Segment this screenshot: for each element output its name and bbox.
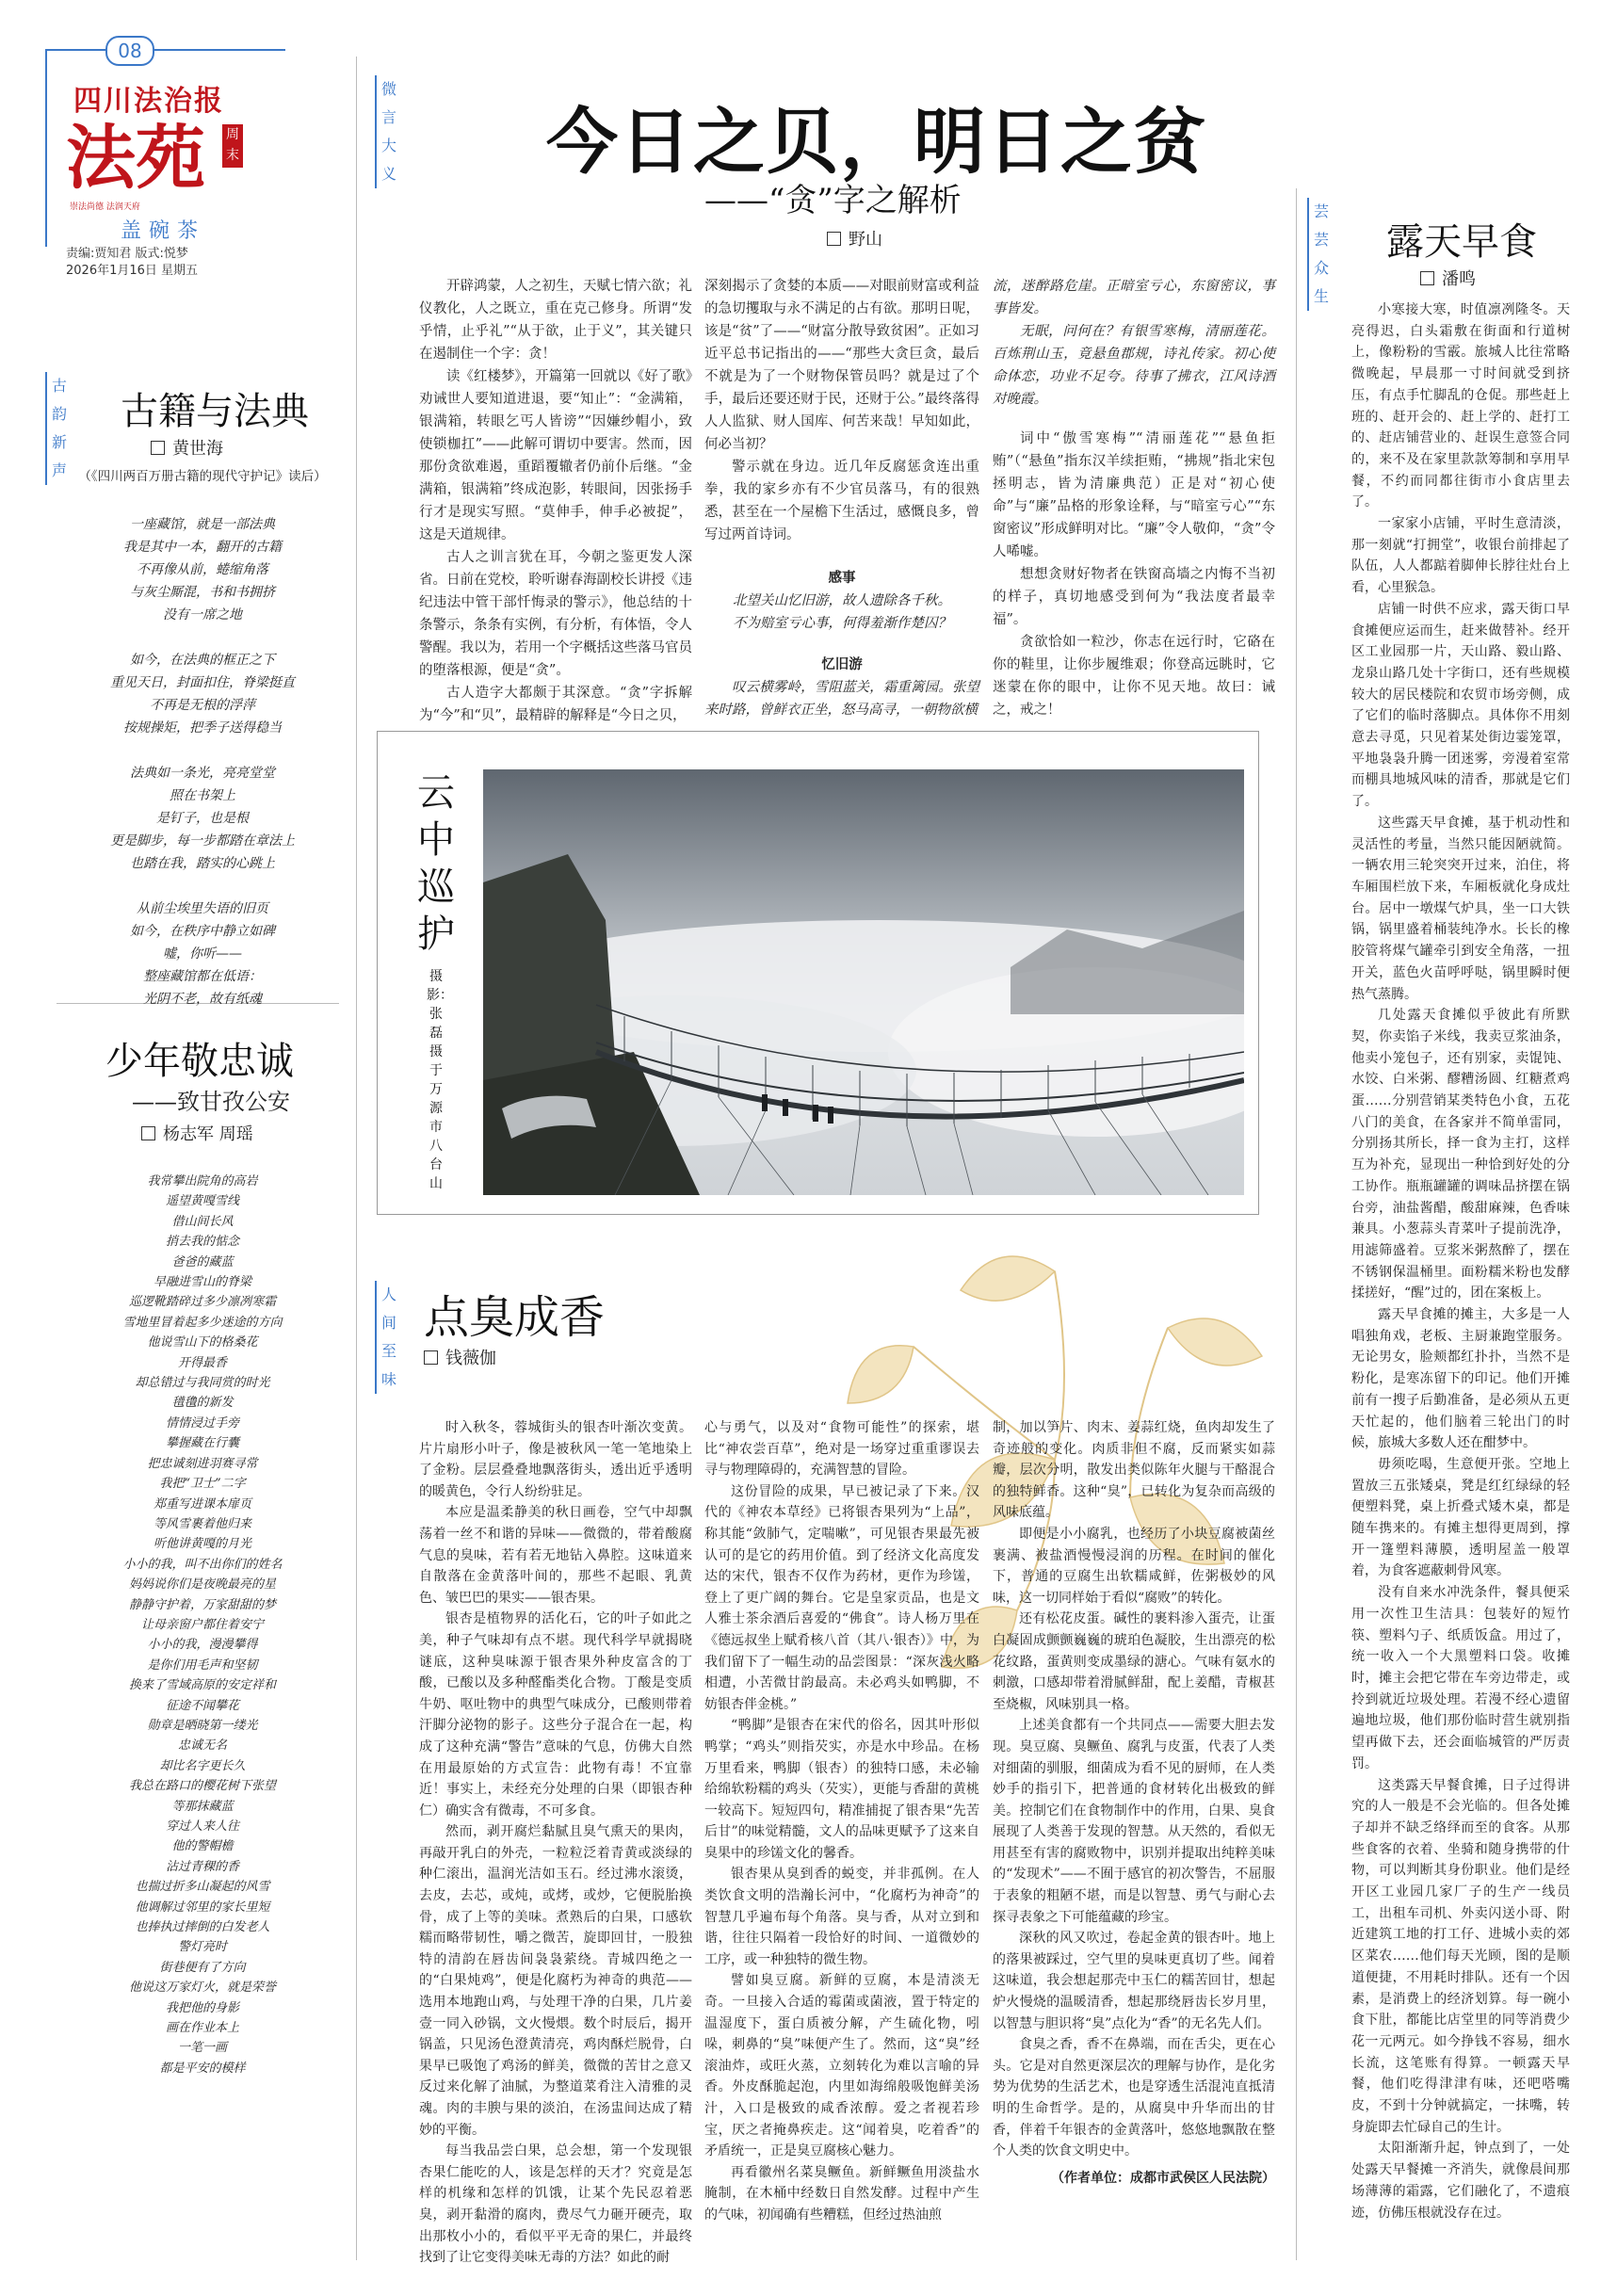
poem-line: 警灯亮时 xyxy=(177,1940,227,1955)
chouxiang-col-1 xyxy=(419,1417,692,2269)
chouxiang-col-3 xyxy=(993,1417,1275,2189)
poem-line: 我是其中一本，翻开的古籍 xyxy=(123,540,282,555)
poem-line xyxy=(66,626,339,649)
masthead-rule xyxy=(45,49,285,51)
shaonian-subtitle: ——致甘孜公安 xyxy=(132,1089,290,1115)
author-unit: （作者单位：成都市武侯区人民法院） xyxy=(1051,2170,1275,2186)
poem-line: 小小的我，叫不出你们的姓名 xyxy=(122,1557,283,1572)
page-number: 08 xyxy=(105,36,154,66)
poem-line: 一座藏馆，就是一部法典 xyxy=(130,517,275,532)
poem1-title: 感事 xyxy=(828,570,856,586)
poem-line xyxy=(66,875,339,897)
chouxiang-col-2 xyxy=(704,1417,979,2226)
poem-line: 沾过青稞的香 xyxy=(165,1859,239,1874)
paragraph: “鸭脚”是银杏在宋代的俗名，因其叶形似鸭掌；“鸡头”则指芡实，亦是水中珍品。在杨万里看来，鸭脚（银杏）的独特口感，未必输给绵软粉糯的鸡头（芡实），更能与香甜的黄桃一较高下。短短四句，精准捕捉了银杏果“先苦后甘”的味觉精髓，文人的品味更赋予了这来自臭果中的珍馐文化的馨香。 xyxy=(704,1718,979,1861)
poem-line: 却比名字更长久 xyxy=(159,1758,246,1773)
poem-line: 街巷便有了方向 xyxy=(159,1960,246,1975)
poem-line: 如今，在秩序中静立如碑 xyxy=(130,924,275,939)
paragraph: 这份冒险的成果，早已被记录了下来。汉代的《神农本草经》已将银杏果列为“上品”，称其能“敛肺气，定喘嗽”，可见银杏果最先被认可的是它的药用价值。到了经济文化高度发达的宋代，银杏不仅作为药材，更作为珍馐，登上了更广阔的舞台。它是皇家贡品，也是文人雅士茶余酒后喜爱的“佛食”。诗人杨万里在《德远叔坐上赋肴核八首（其八·银杏）》中，为我们留下了一幅生动的品尝图景：“深灰浅火略相遭，小苦微甘韵最高。未必鸡头如鸭脚，不妨银杏伴金桃。” xyxy=(704,1483,979,1712)
poem-line: 等那抹藏蓝 xyxy=(171,1799,234,1814)
lutian-author: 潘鸣 xyxy=(1420,266,1476,290)
poem-line: 我把“卫士”二字 xyxy=(159,1477,246,1492)
main-col-3 xyxy=(993,275,1275,721)
paragraph: 这些露天早食摊，基于机动性和灵活性的考量，当然只能因陋就简。一辆农用三轮突突开过来，泊住，将车厢围栏放下来，车厢板就化身成灶台。居中一墩煤气炉具，坐一口大铁锅，锅里盛着桶装纯净水。长长的橡胶管将煤气罐牵引到安全角落，一扭开关，蓝色火苗呼呼哒，锅里瞬时便热气蒸腾。 xyxy=(1351,815,1570,1002)
column-name: 盖碗茶 xyxy=(121,219,206,243)
label-text: 微言大义 xyxy=(380,80,396,183)
label-text: 古韵新声 xyxy=(51,377,67,479)
main-title: 今日之贝，明日之贫 xyxy=(546,100,1207,184)
poem-line: 开得最香 xyxy=(177,1355,227,1370)
paragraph: 这类露天早餐食摊，日子过得讲究的人一般是不会光临的。但各处摊子却并不缺乏络绎而至的食客。从那些食客的衣着、坐骑和随身携带的什物，可以判断其身份职业。他们是经开区工业园几家厂子的生产一线员工，出租车司机、外卖闪送小哥、附近建筑工地的打工仔、进城小卖的郊区菜农……他们每天光顾，图的是顺道便捷，不用耗时排队。还有一个因素，是消费上的经济划算。每一碗小食下肚，都能比店堂里的同等消费少花一元两元。如今挣钱不容易，细水长流，这笔账有得算。一顿露天早餐，他们吃得津津有味，还吧嗒嘴皮，不到十分钟就搞定，一抹嘴，转身旋即去忙碌自己的生计。 xyxy=(1351,1777,1570,2135)
paragraph: 制，加以笋片、肉末、姜蒜红烧，鱼肉却发生了奇迹般的变化。肉质非但不腐，反而紧实如蒜瓣，层次分明，散发出类似陈年火腿与干酪混合的独特鲜香。这种“臭”，已转化为复杂而高级的风味底蕴。 xyxy=(993,1420,1275,1521)
guji-poem xyxy=(66,513,339,1011)
poem-line: 遥望黄嘎雪线 xyxy=(165,1194,239,1209)
paragraph: 银杏果从臭到香的蜕变，并非孤例。在人类饮食文明的浩瀚长河中，“化腐朽为神奇”的智慧几乎遍布每个角落。臭与香，从对立到和谐，往往只隔着一段恰好的时间、一道微妙的工序，或一种独特的微生物。 xyxy=(704,1867,979,1967)
paragraph: 古人造字大都颇于其深意。“贪”字拆解为“今”和“贝”，最精辟的解释是“今日之贝， xyxy=(419,686,692,723)
poem-line: 法典如一条光，亮亮堂堂 xyxy=(130,766,275,781)
poem-line: 与灰尘厮混，书和书拥挤 xyxy=(130,585,275,600)
poem-line: 他的警帽檐 xyxy=(171,1839,234,1854)
poem-line: 郑重写进课本扉页 xyxy=(153,1496,251,1512)
poem-line: 重见天日，封面扣住，脊梁挺直 xyxy=(110,675,295,690)
poem-line: 他调解过邻里的家长里短 xyxy=(135,1900,270,1915)
paragraph: 本应是温柔静美的秋日画卷，空气中却飘荡着一丝不和谐的异味——微微的，带着酸腐气息的臭味，若有若无地钻入鼻腔。这味道来自散落在金黄落叶间的，那些不起眼、乳黄色、皱巴巴的果实——银杏果。 xyxy=(419,1505,692,1606)
brand-name: 四川法治报 xyxy=(73,85,224,118)
shaonian-title: 少年敬忠诚 xyxy=(105,1040,294,1083)
poem-line: 是你们用毛声和坚韧 xyxy=(147,1657,258,1673)
poem-line: 却总错过与我同赏的时光 xyxy=(135,1376,270,1391)
editor-credit: 责编:贾知君 版式:悦梦 xyxy=(66,247,188,261)
poem2-continued: 无眠，问何在？有银雪寒梅，清丽莲花。百炼荆山玉，竟悬鱼郡规，诗礼传家。初心使命体恋，功业不足夸。待事了拂衣，江风诗酒对晚霞。 xyxy=(993,324,1275,407)
main-col-1 xyxy=(419,275,692,727)
paragraph: 想想贪财好物者在铁窗高墙之内悔不当初的样子，真切地感受到何为“我法度者最幸福”。 xyxy=(993,567,1275,627)
poem-line: 我把他的身影 xyxy=(165,2000,239,2015)
shaonian-poem xyxy=(66,1172,339,2078)
poem-line: 征途不闻攀花 xyxy=(165,1698,239,1713)
poem-line: 静静守护着，万家甜甜的梦 xyxy=(128,1597,276,1612)
photo-caption: 摄影：张磊 摄于万源市八台山 xyxy=(427,969,453,1191)
main-author: 野山 xyxy=(827,226,882,251)
paragraph: 读《红楼梦》，开篇第一回就以《好了歌》劝诫世人要知道进退，要“知止”：“金满箱，银满箱，转眼乞丐人皆谤”“因嫌纱帽小，致使锁枷扛”——此解可谓切中要害。然而，因那份贪欲难遏，重蹈覆辙者仍前仆后继。“金满箱，银满箱”终成泡影，转眼间，因张扬手行才是现实写照。“莫伸手，伸手必被捉”，这是天道规律。 xyxy=(419,369,692,542)
paragraph: 时入秋冬，蓉城街头的银杏叶渐次变黄。片片扇形小叶子，像是被秋风一笔一笔地染上了金粉。层层叠叠地飘落街头，透出近乎透明的暖黄色，令行人纷纷驻足。 xyxy=(419,1420,692,1499)
photo-frame xyxy=(377,731,1259,1215)
paragraph: 店铺一时供不应求，露天街口早食摊便应运而生，赶来做替补。经开区工业园那一片，天山路、毅山路、龙泉山路几处十字街口，还有些规模较大的居民楼院和农贸市场旁侧，成了它们的临时落脚点。具体你不用刻意去寻觅，只见着某处街边霎笼罩，平地袅袅升腾一团迷雾，旁漫着室常而棚具地城风味的清香，那就是它们了。 xyxy=(1351,601,1570,810)
poem-line: 都是平安的模样 xyxy=(159,2061,246,2076)
poem-line: 照在书架上 xyxy=(170,788,235,803)
poem-line: 按规操矩，把季子送得稳当 xyxy=(123,720,282,736)
paragraph: 警示就在身边。近几年反腐惩贪连出重拳，我的家乡亦有不少官员落马，有的很熟悉，甚至在一个屋檐下生活过，感慨良多，曾写过两首诗词。 xyxy=(704,460,979,542)
label-weiyan xyxy=(375,75,401,188)
poem-line xyxy=(66,739,339,762)
poem1-line: 北望关山忆旧游，故人遗除各千秋。 xyxy=(733,593,951,608)
poem-line: 他说雪山下的格桑花 xyxy=(147,1335,258,1350)
label-renjian xyxy=(375,1281,401,1394)
poem-line: 他说这万家灯火，就是荣誉 xyxy=(128,1981,276,1996)
poem-line: 是钉子，也是根 xyxy=(156,811,249,826)
paragraph: 然而，剥开腐烂黏腻且臭气熏天的果肉，再敲开乳白的外壳，一粒粒泛着青黄或淡绿的种仁滚出，温润光洁如玉石。经过沸水滚烫，去皮，去芯，或炖，或烤，或炒，它便脱胎换骨，成了上等的美味。煮熟后的白果，口感软糯而略带韧性，嚼之微苦，旋即回甘，一股独特的清韵在唇齿间袅袅萦绕。青城四绝之一的“白果炖鸡”，便是化腐朽为神奇的典范——选用本地跑山鸡，与处理干净的白果，几片姜壹一同入砂锅，文火慢煨。数个时辰后，揭开锅盖，只见汤色澄黄清亮，鸡肉酥烂脱骨，白果早已吸饱了鸡汤的鲜美，微微的苦甘之意又反过来化解了油腻，为整道菜肴注入清雅的灵魂。肉的丰腴与果的淡泊，在汤盅间达成了精妙的平衡。 xyxy=(419,1824,692,2138)
poem-line: 情情浸过手旁 xyxy=(165,1415,239,1431)
paragraph: 露天早食摊的摊主，大多是一人唱独角戏，老板、主厨兼跑堂服务。无论男女，脸颊都红扑扑，当然不是粉化，是寒冻留下的印记。他们开摊前有一搜子后勤准备，是必须从五更天忙起的，他们脑着三轮出门的时候，旅城大多数人还在酣梦中。 xyxy=(1351,1307,1570,1451)
label-text: 芸芸众生 xyxy=(1313,202,1329,305)
label-text: 人间至味 xyxy=(380,1285,396,1388)
poem-line: 从前尘埃里失语的旧页 xyxy=(137,901,268,916)
poem-line: 整座藏馆都在低语： xyxy=(143,969,262,984)
photo-title: 云中巡护 xyxy=(417,771,455,956)
paragraph: 毋须吃喝，生意便开张。空地上置放三五张矮桌，凳是红红绿绿的轻便塑料凳，桌上折叠式矮木桌，都是随车携来的。有摊主想得更周到，撑开一篷塑料薄膜，透明屋盖一般罩着，为食客遮蔽刺骨风寒。 xyxy=(1351,1456,1570,1579)
poem-line: 嘘，你听—— xyxy=(163,946,242,962)
paragraph: 一家家小店铺，平时生意清淡，那一刻就“打拥堂”，收银台前排起了队伍，人人都踮着脚伸长脖往灶台上看，心里猴急。 xyxy=(1351,516,1570,596)
paragraph: 词中“傲雪寒梅”“清丽莲花”“悬鱼拒贿”（“悬鱼”指东汉羊续拒贿，“拂规”指北宋包拯明志，皆为清廉典范）正是对“初心使命”与“廉”品格的形象诠释，与“暗室亏心”“东窗密议”形成鲜明对比。“廉”令人敬仰，“贪”令人唏嘘。 xyxy=(993,431,1275,559)
poem-line: 也捧执过摔倒的白发老人 xyxy=(135,1920,270,1935)
masthead-tagline: 崇法尚德 法润天府 xyxy=(70,202,140,212)
paragraph: 开辟鸿蒙，人之初生，天赋七情六欲；礼仪教化，人之既立，重在克己修身。所谓“发乎情，止乎礼”“从于欲，止于义”，其关键只在遏制住一个字：贪！ xyxy=(419,279,692,362)
poem-line: 攀握藏在行囊 xyxy=(165,1436,239,1451)
poem1-line: 不为赔室亏心事，何得羞渐作楚囚？ xyxy=(733,616,951,631)
chouxiang-author: 钱薇伽 xyxy=(424,1345,496,1369)
chouxiang-title: 点臭成香 xyxy=(424,1291,606,1344)
poem2-line: 叹云横雾岭，雪阻蓝关，霜重篱园。张望来时路，曾鲜衣正坐，怒马高寻，一朝物欲横 xyxy=(704,680,979,718)
poem-line: 画在作业本上 xyxy=(165,2021,239,2036)
masthead-rule-vertical xyxy=(45,49,47,247)
poem-line: 等风雪裹着他归来 xyxy=(153,1516,251,1531)
section-logo: 法苑 xyxy=(66,118,205,199)
weekend-badge: 周末 xyxy=(222,124,243,168)
poem-line: 没有一席之地 xyxy=(163,607,242,623)
poem-line: 如今，在法典的框正之下 xyxy=(130,653,275,668)
paragraph: 银杏是植物界的活化石，它的叶子如此之美，种子气味却有点不堪。现代科学早就揭晓谜底，这种臭味源于银杏果外种皮富含的丁酸，已酸以及多种醛酯类化合物。丁酸是变质牛奶、呕吐物中的典型气味成分，已酸则带着汗脚分泌物的影子。这些分子混合在一起，构成了这种充满“警告”意味的气息，仿佛大自然在用最原始的方式宣告：此物有毒！不宜靠近！事实上，未经充分处理的白果（即银杏种仁）确实含有微毒，不可多食。 xyxy=(419,1611,692,1819)
poem-line: 氆氇的新发 xyxy=(171,1396,234,1411)
poem-line: 爸爸的藏蓝 xyxy=(171,1254,234,1269)
paragraph: 几处露天食摊似乎彼此有所默契，你卖馅子米线，我卖豆浆油条，他卖小笼包子，还有别家，卖馄饨、水饺、白米粥、醪糟汤圆、红糖煮鸡蛋……分别营销某类特色小食，五花八门的美食，在各家并不简单雷同，分别扬其所长，择一食为主打，这样互为补充，显现出一种恰到好处的分工协作。瓶瓶罐罐的调味品挤摆在锅台旁，油盐酱醋，酸甜麻辣，色香味兼具。小葱蒜头青菜叶子提前洗净，用滤筛盛着。豆浆米粥熬醉了，摆在不锈钢保温桶里。面粉糯米粉也发酵揉搓好，“醒”过的，团在案板上。 xyxy=(1351,1008,1570,1302)
paragraph: 深刻揭示了贪婪的本质——对眼前财富或利益的急切攫取与永不满足的占有欲。那明日呢，该是“贫”了——“财富分散导致贫困”。正如习近平总书记指出的——“那些大贪巨贪，最后不就是为了一个财物保管员吗？就是过了个手，最后还要还财于民，还财于公。”最终落得人人监狱、财人国库、何苦来哉！早知如此，何必当初？ xyxy=(704,279,979,452)
column-divider-left xyxy=(356,57,357,2260)
poem-line: 光阴不老，故有纸魂 xyxy=(143,992,262,1007)
lutian-body xyxy=(1351,299,1570,2223)
paragraph: 贪欲恰如一粒沙，你志在远行时，它硌在你的鞋里，让你步履维艰；你登高远眺时，它迷蒙在你的眼中，让你不见天地。故曰：诫之，戒之！ xyxy=(993,635,1275,718)
paragraph: 还有松花皮蛋。碱性的裹料渗入蛋壳，让蛋白凝固成颤颤巍巍的琥珀色凝胶，生出漂亮的松花纹路，蛋黄则变成墨绿的溏心。气味有氨水的刺激，口感却带着滑腻鲜甜，配上姜醋，青椒甚至烧椒，风味别具一格。 xyxy=(993,1611,1275,1712)
poem-line: 雪地里冒着起多少迷途的方向 xyxy=(122,1315,283,1330)
poem-line: 借山间长风 xyxy=(171,1214,234,1229)
lutian-title: 露天早食 xyxy=(1386,220,1537,264)
poem-line: 也揣过折多山凝起的风雪 xyxy=(135,1880,270,1895)
poem-line: 小小的我，漫漫攀得 xyxy=(147,1638,258,1653)
poem-line: 巡逻靴踏碎过多少凛冽寒霜 xyxy=(128,1295,276,1310)
poem-line: 我常攀出院角的高岩 xyxy=(147,1174,258,1188)
poem-line: 更是脚步，每一步都踏在章法上 xyxy=(110,833,295,849)
paragraph: 心与勇气，以及对“食物可能性”的探索，堪比“神农尝百草”，绝对是一场穿过重重谬误去寻与物理障碍的，充满智慧的冒险。 xyxy=(704,1420,979,1479)
main-col-2 xyxy=(704,275,979,721)
paragraph: 没有自来水冲洗条件，餐具便采用一次性卫生洁具：包装好的短竹筷、塑料勺子、纸质饭盒。用过了，统一收入一个大黑塑料口袋。收摊时，摊主会把它带在车旁边带走，或拎到就近垃圾处理。若漫不经心遗留遍地垃圾，他们那份临时营生就别指望再做下去，还会面临城管的严厉责罚。 xyxy=(1351,1585,1570,1771)
paragraph: 太阳渐渐升起，钟点到了，一处处露天早餐摊一齐消失，就像晨间那场薄薄的霜露，它们融化了，不遗痕迹，仿佛压根就没存在过。 xyxy=(1351,2141,1570,2221)
paragraph: 再看徽州名菜臭鳜鱼。新鲜鳜鱼用淡盐水腌制，在木桶中经数日自然发酵。过程中产生的气味，初闻确有些糟糕，但经过热油煎 xyxy=(704,2164,979,2223)
label-yunyun xyxy=(1307,198,1334,311)
poem-line: 勋章是晒晓第一缕光 xyxy=(147,1718,258,1733)
paragraph: 小寒接大寒，时值凛冽隆冬。天亮得迟，白头霜敷在街面和行道树上，像粉粉的雪霰。旅城人比往常略微晚起，早晨那一寸时间就受到挤压，有点手忙脚乱的仓促。那些赶上班的、赶开会的、赶上学的、赶打工的、赶店铺营业的、赶误生意签合同的，来不及在家里款款筹制和享用早餐，不约而同都往街市小食店里去了。 xyxy=(1351,302,1570,510)
main-subtitle: ——“贪”字之解析 xyxy=(704,182,962,219)
poem-line: 一笔一画 xyxy=(177,2041,227,2056)
guji-author: 黄世海 xyxy=(151,435,223,460)
photo-cloud-bridge xyxy=(483,769,1244,1195)
poem2-continued: 流，迷醉路危崖。正暗室亏心，东窗密议，事事皆发。 xyxy=(993,279,1275,316)
issue-date: 2026年1月16日 星期五 xyxy=(66,264,199,278)
poem-line: 我总在路口的樱花树下张望 xyxy=(128,1779,276,1794)
poem-line: 妈妈说你们是夜晚最亮的星 xyxy=(128,1577,276,1593)
poem-line: 穿过人来人往 xyxy=(165,1819,239,1834)
poem-line: 不再像从前，蜷缩角落 xyxy=(137,562,268,577)
shaonian-author: 杨志军 周瑶 xyxy=(141,1121,253,1145)
paragraph: 古人之训言犹在耳，今朝之鉴更发人深省。日前在党校，聆听谢春海副校长讲授《违纪违法中管干部忏悔录的警示》，他总结的十条警示，条条有实例，有分析，有体悟，令人警醒。我以为，若用一个字概括这些落马官员的堕落根源，便是“贪”。 xyxy=(419,550,692,678)
guji-subtitle: （《四川两百万册古籍的现代守护记》读后） xyxy=(78,469,327,484)
paragraph: 即便是小小腐乳，也经历了小块豆腐被菌丝裹满、被盐酒慢慢浸润的历程。在时间的催化下，普通的豆腐生出软糯咸鲜，佐粥极妙的风味，这一切同样始于看似“腐败”的转化。 xyxy=(993,1526,1275,1606)
poem-line: 忠诚无名 xyxy=(177,1738,227,1754)
poem-line: 让母亲窗户都住着安宁 xyxy=(140,1617,264,1632)
paragraph: 深秋的风又吹过，卷起金黄的银杏叶。地上的落果被踩过，空气里的臭味更真切了些。闻着这味道，我会想起那壳中玉仁的糯苦回甘，想起炉火慢烧的温暖清香，想起那绕唇齿长岁月里，以智慧与胆识将“臭”点化为“香”的无名先人们。 xyxy=(993,1931,1275,2031)
poem-line: 早融进雪山的脊梁 xyxy=(153,1275,251,1290)
poem2-title: 忆旧游 xyxy=(821,656,863,672)
paragraph: 食臭之香，香不在鼻端，而在舌尖，更在心头。它是对自然更深层次的理解与协作，是化劣势为优势的生活艺术，也是穿透生活混沌直抵清明的生命哲学。是的，从腐臭中升华而出的甘香，伴着千年银杏的金黄落叶，悠悠地飘散在整个人类的饮食文明史中。 xyxy=(993,2037,1275,2159)
poem-line: 换来了雪域高原的安定祥和 xyxy=(128,1678,276,1693)
poem-line: 不再是无根的浮萍 xyxy=(150,698,255,713)
poem-line: 捎去我的惦念 xyxy=(165,1235,239,1250)
poem-line: 也踏在我，踏实的心跳上 xyxy=(130,856,275,871)
poem-line: 把忠诚刻进羽赛寻常 xyxy=(147,1456,258,1471)
paragraph: 上述美食都有一个共同点——需要大胆去发现。臭豆腐、臭鳜鱼、腐乳与皮蛋，代表了人类对细菌的驯服，细菌成为看不见的厨师，在人类妙手的指引下，把普通的食材转化出极致的鲜美。控制它们在食物制作中的作用，白果、臭食展现了人类善于发现的智慧。从天然的，看似无用甚至有害的腐败物中，识别并提取出纯粹美味的“发现术”——不囿于感官的初次警告，不屈服于表象的粗陋不堪，而是以智慧、勇气与耐心去探寻表象之下可能蕴藏的珍宝。 xyxy=(993,1718,1275,1925)
poem-line: 听他讲黄嘎的月光 xyxy=(153,1537,251,1552)
paragraph: 譬如臭豆腐。新鲜的豆腐，本是清淡无奇。一旦接入合适的霉菌或菌液，置于特定的温湿度下，蛋白质被分解，产生硫化物，吲哚，刺鼻的“臭”味便产生了。然而，这“臭”经滚油炸，或旺火蒸，立刻转化为难以言喻的异香。外皮酥脆起泡，内里如海绵般吸饱鲜美汤汁，入口是极致的咸香浓醇。爱之者视若珍宝，厌之者掩鼻疾走。这“闻着臭，吃着香”的矛盾统一，正是臭豆腐核心魅力。 xyxy=(704,1973,979,2159)
guji-title: 古籍与法典 xyxy=(121,390,309,433)
paragraph: 每当我品尝白果，总会想，第一个发现银杏果仁能吃的人，该是怎样的天才？究竟是怎样的机缘和怎样的饥饿，让某个先民忍着恶臭，剥开黏滑的腐肉，费尽气力砸开硬壳，取出那枚小小的，看似平平无奇的果仁，并最终找到了让它变得美味无毒的方法？如此的耐 xyxy=(419,2143,692,2266)
